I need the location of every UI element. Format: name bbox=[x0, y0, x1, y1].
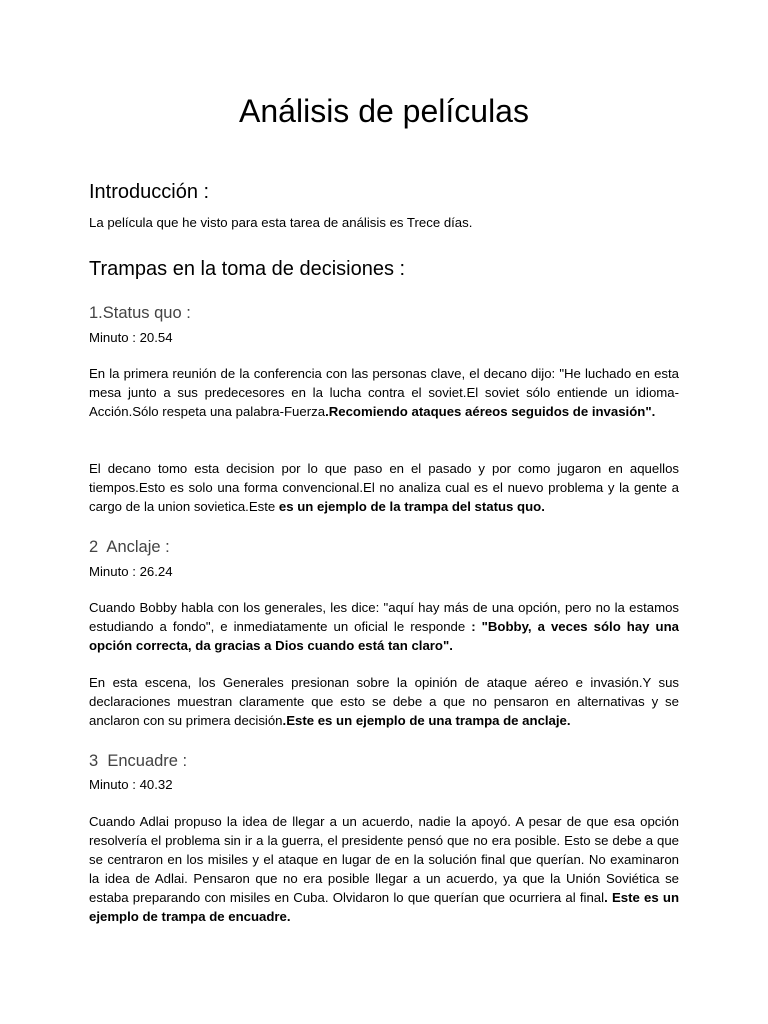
anclaje-paragraph-1 bbox=[89, 598, 679, 655]
status-quo-heading: 1.Status quo : bbox=[89, 304, 191, 322]
anclaje-heading: 2 Anclaje : bbox=[89, 538, 170, 556]
anclaje-paragraph-2 bbox=[89, 673, 679, 730]
anclaje-paragraph-2-text: En esta escena, los Generales presionan sobre la opinión de ataque aéreo e invasión.Y sus declaraciones muestran claramente que esto se debe a que no pensaron en alternativas y se anclaron con su primera decisión bbox=[89, 675, 679, 728]
status-quo-paragraph-1-text: En la primera reunión de la conferencia con las personas clave, el decano dijo: "He luchado en esta mesa junto a sus predecesores en la lucha contra el soviet.El soviet sólo entiende un idioma-Acción.Sólo respeta una palabra-Fuerza bbox=[89, 366, 679, 419]
status-quo-paragraph-2 bbox=[89, 459, 679, 516]
encuadre-heading: 3 Encuadre : bbox=[89, 752, 188, 770]
traps-heading: Trampas en la toma de decisiones : bbox=[89, 258, 406, 280]
anclaje-minute: Minuto : 26.24 bbox=[89, 564, 173, 579]
status-quo-paragraph-1 bbox=[89, 364, 679, 421]
status-quo-paragraph-1-bold: .Recomiendo ataques aéreos seguidos de invasión". bbox=[325, 404, 656, 419]
encuadre-minute: Minuto : 40.32 bbox=[89, 777, 173, 792]
encuadre-paragraph-1-bold: . Este es un ejemplo de trampa de encuadre. bbox=[89, 890, 679, 924]
anclaje-paragraph-1-bold: : "Bobby, a veces sólo hay una opción correcta, da gracias a Dios cuando está tan claro". bbox=[89, 619, 679, 653]
intro-heading: Introducción : bbox=[89, 181, 210, 203]
status-quo-paragraph-2-bold: es un ejemplo de la trampa del status quo. bbox=[278, 499, 545, 514]
encuadre-paragraph-1-text: Cuando Adlai propuso la idea de llegar a un acuerdo, nadie la apoyó. A pesar de que esa opción resolvería el problema sin ir a la guerra, el presidente pensó que no era posible. Esto se debe a que se centraron en los misiles y el ataque en lugar de en la solución final que querían. No examinaron la idea de Adlai. Pensaron que no era posible llegar a un acuerdo, ya que la Unión Soviética se estaba preparando con misiles en Cuba. Olvidaron lo que querían que ocurriera al final bbox=[89, 814, 679, 905]
intro-paragraph: La película que he visto para esta tarea de análisis es Trece días. bbox=[89, 215, 473, 230]
anclaje-paragraph-1-text: Cuando Bobby habla con los generales, les dice: "aquí hay más de una opción, pero no la estamos estudiando a fondo", e inmediatamente un oficial le responde bbox=[89, 600, 679, 634]
document-title: Análisis de películas bbox=[239, 93, 529, 129]
encuadre-paragraph-1 bbox=[89, 812, 679, 926]
status-quo-minute: Minuto : 20.54 bbox=[89, 330, 173, 345]
anclaje-paragraph-2-bold: .Este es un ejemplo de una trampa de anclaje. bbox=[282, 713, 571, 728]
status-quo-paragraph-2-text: El decano tomo esta decision por lo que paso en el pasado y por como jugaron en aquellos tiempos.Esto es solo una forma convencional.El no analiza cual es el nuevo problema y la gente a cargo de la union sovietica.Este bbox=[89, 461, 679, 514]
